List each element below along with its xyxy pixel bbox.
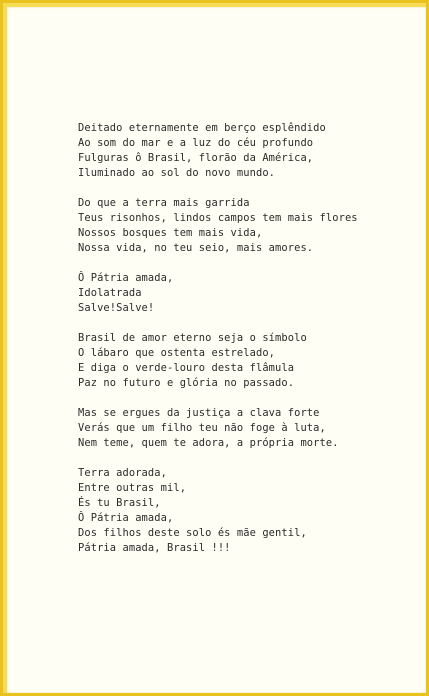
poem-line: És tu Brasil, xyxy=(78,497,161,509)
poem-line: Mas se ergues da justiça a clava forte xyxy=(78,407,320,419)
poem-line: Paz no futuro e glória no passado. xyxy=(78,377,295,389)
poem-line: Ao som do mar e a luz do céu profundo xyxy=(78,137,314,149)
poem-line: Terra adorada, xyxy=(78,467,167,479)
poem-line: Ô Pátria amada, xyxy=(78,512,174,524)
poem-line: Deitado eternamente em berço esplêndido xyxy=(78,122,326,134)
stanza xyxy=(78,196,358,256)
poem-line: E diga o verde-louro desta flâmula xyxy=(78,362,295,374)
paper-page xyxy=(7,7,426,693)
stanza xyxy=(78,331,358,391)
stanza xyxy=(78,271,358,316)
poem-line: Brasil de amor eterno seja o símbolo xyxy=(78,332,307,344)
stanza xyxy=(78,406,358,451)
poem-line: O lábaro que ostenta estrelado, xyxy=(78,347,276,359)
poem-line: Nossa vida, no teu seio, mais amores. xyxy=(78,242,314,254)
stanza xyxy=(78,121,358,181)
poem-line: Nossos bosques tem mais vida, xyxy=(78,227,263,239)
stanza xyxy=(78,466,358,556)
poem-line: Teus risonhos, lindos campos tem mais flores xyxy=(78,212,358,224)
poem-line: Iluminado ao sol do novo mundo. xyxy=(78,167,276,179)
poem-line: Salve!Salve! xyxy=(78,302,155,314)
poem-line: Entre outras mil, xyxy=(78,482,187,494)
poem-line: Pátria amada, Brasil !!! xyxy=(78,542,231,554)
poem-line: Verás que um filho teu não foge à luta, xyxy=(78,422,326,434)
poem-line: Nem teme, quem te adora, a própria morte. xyxy=(78,437,339,449)
poem-text xyxy=(78,121,358,571)
poem-line: Ô Pátria amada, xyxy=(78,272,174,284)
poem-line: Dos filhos deste solo és mãe gentil, xyxy=(78,527,307,539)
poem-line: Do que a terra mais garrida xyxy=(78,197,250,209)
poem-line: Idolatrada xyxy=(78,287,142,299)
poem-line: Fulguras ô Brasil, florão da América, xyxy=(78,152,314,164)
